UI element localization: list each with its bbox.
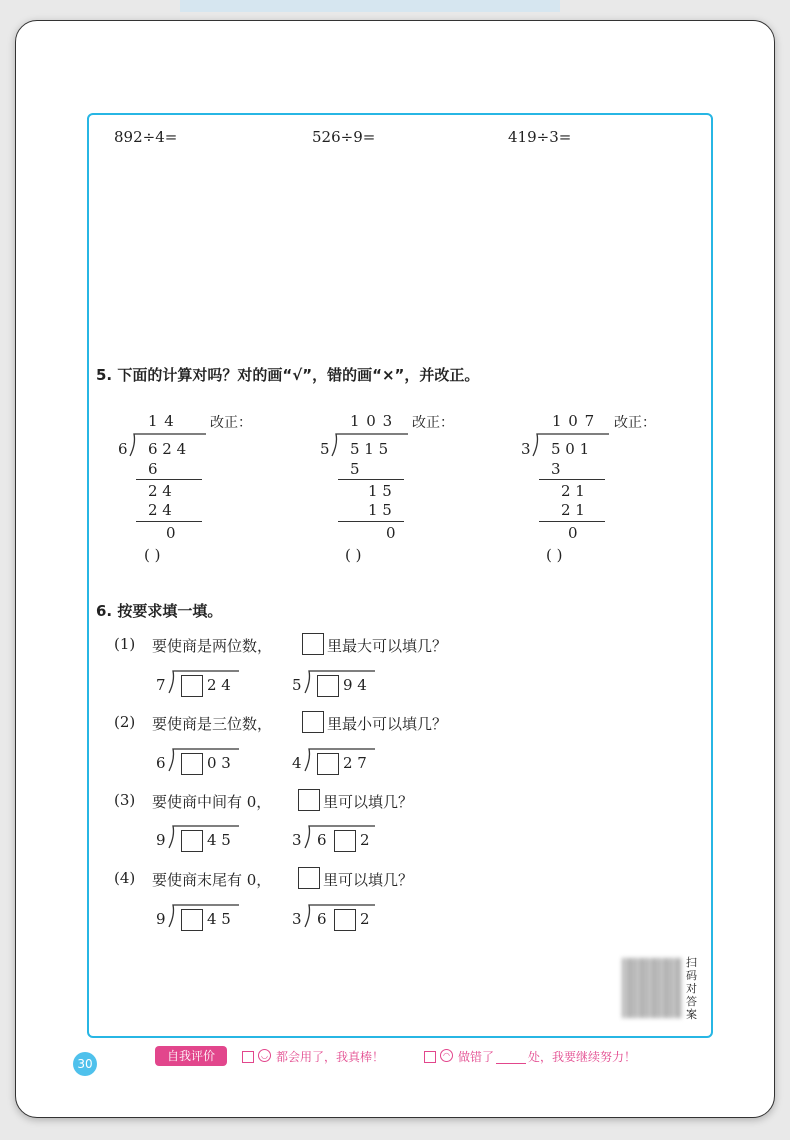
question-prompt: 要使商是两位数，	[152, 637, 273, 655]
divisor: 5	[320, 440, 330, 458]
judgement-blank[interactable]: ( )	[546, 546, 563, 564]
division-problem-2: 526÷9=	[312, 128, 376, 146]
judgement-blank[interactable]: ( )	[345, 546, 362, 564]
sad-face-icon: ◠	[440, 1049, 453, 1062]
fill-in-box[interactable]	[317, 753, 339, 775]
qr-label: 扫码对答案	[686, 956, 697, 1021]
subtrahend-2: 2 4	[148, 501, 172, 519]
divisor: 6	[118, 440, 128, 458]
self-eval-option-2-suffix: 处，我要继续努力！	[528, 1050, 637, 1064]
quotient: 1 4	[148, 412, 175, 430]
fill-in-box[interactable]	[317, 675, 339, 697]
subtrahend-1: 3	[551, 460, 561, 478]
smile-face-icon: ◡	[258, 1049, 271, 1062]
divisor: 7	[156, 676, 166, 694]
self-eval-checkbox-1[interactable]	[242, 1051, 254, 1063]
fill-in-box[interactable]	[181, 675, 203, 697]
dividend-digits: 0 3	[207, 754, 231, 772]
divisor: 9	[156, 910, 166, 928]
subtrahend-1: 6	[148, 460, 158, 478]
correction-label: 改正：	[210, 415, 252, 431]
self-eval-option-2-prefix: 做错了	[458, 1050, 495, 1064]
question-number: (3)	[114, 791, 136, 809]
rule-line	[539, 521, 605, 522]
qr-code-icon[interactable]	[622, 958, 682, 1018]
dividend-digits: 2 4	[207, 676, 231, 694]
subtrahend-2: 1 5	[368, 501, 392, 519]
self-evaluation-badge: 自我评价	[155, 1046, 227, 1066]
dividend-digit: 2	[360, 831, 370, 849]
divisor: 4	[292, 754, 302, 772]
final-remainder: 0	[568, 524, 578, 542]
answer-box-icon	[302, 711, 324, 733]
division-problem-1: 892÷4=	[114, 128, 178, 146]
dividend-digits: 9 4	[343, 676, 367, 694]
dividend: 6 2 4	[148, 440, 187, 458]
quotient: 1 0 3	[350, 412, 394, 430]
fill-in-box[interactable]	[181, 830, 203, 852]
final-remainder: 0	[166, 524, 176, 542]
divisor: 3	[521, 440, 531, 458]
question-prompt: 要使商末尾有 0，	[152, 871, 272, 889]
divisor: 5	[292, 676, 302, 694]
rule-line	[338, 479, 404, 480]
question-requirement: 里最小可以填几？	[327, 715, 448, 733]
question-requirement: 里可以填几？	[323, 871, 414, 889]
answer-box-icon	[302, 633, 324, 655]
question-prompt: 要使商是三位数，	[152, 715, 273, 733]
rule-line	[136, 521, 202, 522]
subtrahend-2: 2 1	[561, 501, 585, 519]
rule-line	[539, 479, 605, 480]
final-remainder: 0	[386, 524, 396, 542]
section6-title: 6. 按要求填一填。	[96, 602, 223, 620]
dividend-digits: 4 5	[207, 910, 231, 928]
divisor: 3	[292, 910, 302, 928]
fill-in-box[interactable]	[181, 753, 203, 775]
dividend-digit: 2	[360, 910, 370, 928]
rule-line	[338, 521, 404, 522]
correction-label: 改正：	[614, 415, 656, 431]
remainder-step: 2 4	[148, 482, 172, 500]
watermark	[180, 0, 560, 12]
question-number: (1)	[114, 635, 136, 653]
divisor: 3	[292, 831, 302, 849]
answer-box-icon	[298, 867, 320, 889]
dividend-digit: 6	[317, 831, 327, 849]
dividend-digit: 6	[317, 910, 327, 928]
dividend: 5 1 5	[350, 440, 389, 458]
divisor: 6	[156, 754, 166, 772]
dividend-digits: 4 5	[207, 831, 231, 849]
question-requirement: 里最大可以填几？	[327, 637, 448, 655]
division-problem-3: 419÷3=	[508, 128, 572, 146]
remainder-step: 1 5	[368, 482, 392, 500]
question-number: (4)	[114, 869, 136, 887]
self-eval-checkbox-2[interactable]	[424, 1051, 436, 1063]
question-number: (2)	[114, 713, 136, 731]
mistake-count-blank[interactable]	[496, 1063, 526, 1064]
question-requirement: 里可以填几？	[323, 793, 414, 811]
section5-title: 5. 下面的计算对吗？对的画“√”，错的画“×”，并改正。	[96, 366, 480, 384]
subtrahend-1: 5	[350, 460, 360, 478]
correction-label: 改正：	[412, 415, 454, 431]
quotient: 1 0 7	[552, 412, 596, 430]
answer-box-icon	[298, 789, 320, 811]
dividend: 5 0 1	[551, 440, 590, 458]
judgement-blank[interactable]: ( )	[144, 546, 161, 564]
fill-in-box[interactable]	[334, 830, 356, 852]
divisor: 9	[156, 831, 166, 849]
self-eval-option-1: 都会用了，我真棒！	[276, 1050, 385, 1064]
fill-in-box[interactable]	[181, 909, 203, 931]
page-number: 30	[73, 1052, 97, 1076]
question-prompt: 要使商中间有 0，	[152, 793, 272, 811]
fill-in-box[interactable]	[334, 909, 356, 931]
dividend-digits: 2 7	[343, 754, 367, 772]
exercise-frame	[87, 113, 713, 1038]
rule-line	[136, 479, 202, 480]
remainder-step: 2 1	[561, 482, 585, 500]
